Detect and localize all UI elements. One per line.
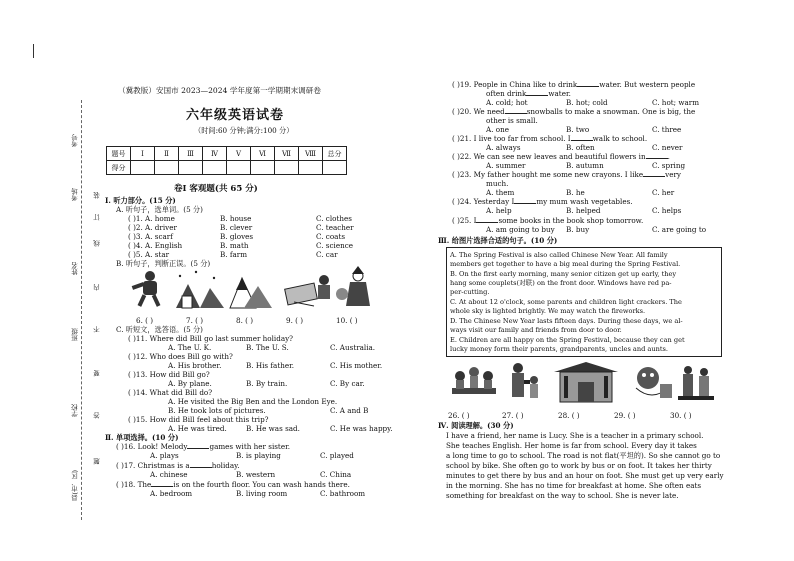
sentence-line: ways visit our family and friends from door to door. <box>450 326 622 334</box>
listening-blank-7[interactable]: 7. ( ) <box>186 316 204 325</box>
volume-1-heading: 卷Ⅰ 客观题(共 65 分) <box>174 184 258 194</box>
score-header: Ⅳ <box>203 147 227 161</box>
question-text: very <box>665 170 681 179</box>
option-b: B. house <box>220 214 252 223</box>
part1-title: Ⅰ. 听力部分。(15 分) <box>105 196 176 205</box>
score-header: Ⅰ <box>131 147 155 161</box>
score-header: Ⅲ <box>179 147 203 161</box>
option-b: B. His father. <box>246 361 295 370</box>
picture-blank-28[interactable]: 28. ( ) <box>558 411 580 420</box>
score-cell[interactable] <box>131 161 155 175</box>
question <box>452 216 643 225</box>
sentence-line: hang some couplets(对联) on the front door. Windows have red pa- <box>450 279 672 287</box>
picture-snow-house <box>176 271 224 308</box>
option-b: B. math <box>220 241 249 250</box>
option-c: C. three <box>652 125 682 134</box>
question-text: my mum wash vegetables. <box>536 197 633 206</box>
question <box>116 480 350 489</box>
option-a: A. one <box>486 125 509 134</box>
option-b: B. clever <box>220 223 253 232</box>
answer-blank[interactable] <box>190 461 212 468</box>
score-cell[interactable] <box>179 161 203 175</box>
label-class: 班级 <box>71 328 79 341</box>
question: other is small. <box>486 116 538 125</box>
reading-line: something for breakfast on the way to school. She is never late. <box>446 491 679 500</box>
option-b: B. hot; cold <box>566 98 608 107</box>
option-a: A. plays <box>150 451 179 460</box>
question <box>486 89 571 98</box>
score-cell[interactable] <box>227 161 251 175</box>
question: ( )15. How did Bill feel about this trip? <box>128 415 269 424</box>
score-header: 题号 <box>107 147 131 161</box>
picture-blank-29[interactable]: 29. ( ) <box>614 411 636 420</box>
listening-blank-9[interactable]: 9. ( ) <box>286 316 304 325</box>
option-a: A. His brother. <box>168 361 222 370</box>
reading-line: school by bike. She often go to work by bus or on foot. It takes her thirty <box>446 461 712 470</box>
question-text: walk to school. <box>592 134 648 143</box>
picture-temple-door <box>554 362 618 402</box>
reading-line: minutes to get there by bus and an hour on foot. She must get up very early <box>446 471 724 480</box>
label-school: 学校 <box>71 404 79 417</box>
option-c: C. hot; warm <box>652 98 700 107</box>
listening-blank-8[interactable]: 8. ( ) <box>236 316 254 325</box>
score-header: Ⅶ <box>275 147 299 161</box>
option-b: B. is playing <box>236 451 281 460</box>
question: ( )11. Where did Bill go last summer holiday? <box>128 334 294 343</box>
question-text: ( )21. I live too far from school. I <box>452 134 571 143</box>
score-header: Ⅵ <box>251 147 275 161</box>
reading-line: I have a friend, her name is Lucy. She is a teacher in a primary school. <box>446 431 704 440</box>
picture-family-meal <box>452 367 496 394</box>
answer-blank[interactable] <box>646 152 668 159</box>
question-text: ( )17. Christmas is a <box>116 461 190 470</box>
picture-blank-27[interactable]: 27. ( ) <box>502 411 524 420</box>
margin-tick <box>33 44 34 58</box>
score-row-label: 得分 <box>107 161 131 175</box>
option-a: A. chinese <box>150 470 188 479</box>
question-text: ( )23. My father hought me some new crayons. I like <box>452 170 644 179</box>
score-cell[interactable] <box>275 161 299 175</box>
answer-blank[interactable] <box>526 89 548 96</box>
question-text: snowballs to make a snowman. One is big, the <box>526 107 696 116</box>
option-a: A. He was tired. <box>168 424 227 433</box>
score-cell[interactable] <box>203 161 227 175</box>
question-text: water. But western people <box>599 80 696 89</box>
option-a: A. He visited the Big Ben and the London Eye. <box>168 397 338 406</box>
part1c-title: C. 听短文，选答语。(5 分) <box>116 325 203 334</box>
option-c: C. His mother. <box>330 361 383 370</box>
answer-blank[interactable] <box>643 170 665 177</box>
question-text: water. <box>548 89 571 98</box>
question-text: . <box>667 152 670 161</box>
seal-char: 订 <box>93 214 101 221</box>
question-text: ( )25. I <box>452 216 477 225</box>
reading-line: a long time to go to school. The road is not flat(平坦的). So she cannot go to <box>446 451 721 460</box>
option-c: C. Australia. <box>330 343 376 352</box>
option-c: C. never <box>652 143 683 152</box>
option-b: B. he <box>566 188 585 197</box>
picture-visiting <box>678 366 714 400</box>
festival-pictures <box>446 358 718 408</box>
question-text: ( )22. We can see new leaves and beautiful flowers in <box>452 152 646 161</box>
option-c: C. coats <box>316 232 346 241</box>
sentence-line: E. Children are all happy on the Spring Festival, because they can get <box>450 336 685 344</box>
listening-blank-6[interactable]: 6. ( ) <box>136 316 154 325</box>
question <box>452 134 647 143</box>
score-cell[interactable] <box>323 161 347 175</box>
picture-mountains <box>230 278 272 308</box>
question <box>452 197 633 206</box>
seal-char: 线 <box>93 240 101 247</box>
option-c: C. clothes <box>316 214 352 223</box>
sentence-line: members get together to have a big meal during the Spring Festival. <box>450 260 681 268</box>
option-c: C. are going to <box>652 225 707 234</box>
question-text: ( )19. People in China like to drink <box>452 80 578 89</box>
seal-char: 要 <box>93 370 101 377</box>
score-header: 总分 <box>323 147 347 161</box>
question: much. <box>486 179 509 188</box>
exam-time-info: （时间:60 分钟;满分:100 分） <box>194 126 294 135</box>
exam-title: 六年级英语试卷 <box>186 108 285 123</box>
option-b: B. often <box>566 143 595 152</box>
sentence-line: D. The Chinese New Year lasts fifteen days. During these days, we al- <box>450 317 683 325</box>
option-a: A. them <box>486 188 515 197</box>
question-text: holiday. <box>211 461 240 470</box>
question: ( )13. How did Bill go? <box>128 370 210 379</box>
question <box>116 461 240 470</box>
option-c: C. He was happy. <box>330 424 393 433</box>
sentence-line: C. At about 12 o'clock, some parents and children light crackers. The <box>450 298 682 306</box>
option-b: B. living room <box>236 489 288 498</box>
score-table <box>106 146 347 175</box>
option-b: B. autumn <box>566 161 604 170</box>
label-county: 县(市、区) <box>71 470 79 502</box>
sentence-line: whole sky is lighted brightly. We may watch the fireworks. <box>450 307 646 315</box>
question: ( )5. A. star <box>128 250 170 259</box>
option-b: B. The U. S. <box>246 343 289 352</box>
question-text: often drink <box>486 89 527 98</box>
option-b: B. He was sad. <box>246 424 300 433</box>
score-cell[interactable] <box>251 161 275 175</box>
option-a: A. cold; hot <box>486 98 528 107</box>
option-c: C. spring <box>652 161 686 170</box>
option-c: C. her <box>652 188 675 197</box>
option-b: B. By train. <box>246 379 288 388</box>
question-text: ( )16. Look! Melody <box>116 442 188 451</box>
option-b: B. two <box>566 125 590 134</box>
question: ( )14. What did Bill do? <box>128 388 213 397</box>
seal-char: 不 <box>93 326 101 333</box>
reading-line: in the morning. She has no time for breakfast at home. She often eats <box>446 481 702 490</box>
seal-char: 装 <box>93 192 101 199</box>
sentence-line: B. On the first early morning, many senior citizen get up early, they <box>450 270 677 278</box>
binding-line <box>81 100 82 520</box>
listening-pictures <box>118 266 382 314</box>
question-text: some books in the book shop tomorrow. <box>498 216 644 225</box>
question <box>452 152 670 161</box>
score-header: Ⅴ <box>227 147 251 161</box>
option-a: A. bedroom <box>150 489 193 498</box>
answer-blank[interactable] <box>577 80 599 87</box>
picture-child-running <box>132 271 161 307</box>
label-name: 姓名 <box>71 262 79 275</box>
seal-char: 答 <box>93 412 101 419</box>
picture-blank-30[interactable]: 30. ( ) <box>670 411 692 420</box>
answer-blank[interactable] <box>476 216 498 223</box>
option-c: C. played <box>320 451 354 460</box>
picture-desk-writing <box>285 275 330 306</box>
part1a-title: A. 听句子，选单词。(5 分) <box>116 205 203 214</box>
listening-blank-10[interactable]: 10. ( ) <box>336 316 358 325</box>
option-b: B. farm <box>220 250 248 259</box>
option-c: C. car <box>316 250 338 259</box>
seal-char: 题 <box>93 458 101 465</box>
part2-title: Ⅱ. 单项选择。(10 分) <box>105 433 179 442</box>
reading-line: She teaches English. Her home is far from school. Every day it takes <box>446 441 697 450</box>
label-exam-room: 考场 <box>71 188 79 201</box>
answer-blank[interactable] <box>571 134 593 141</box>
question: ( )12. Who does Bill go with? <box>128 352 233 361</box>
exam-subtitle: （冀教版）安国市 2023—2024 学年度第一学期期末调研卷 <box>118 86 321 95</box>
question-text: games with her sister. <box>209 442 291 451</box>
answer-blank[interactable] <box>505 107 527 114</box>
option-c: C. China <box>320 470 352 479</box>
option-b: B. helped <box>566 206 601 215</box>
option-c: C. bathroom <box>320 489 366 498</box>
question: ( )2. A. driver <box>128 223 177 232</box>
option-c: C. teacher <box>316 223 354 232</box>
option-b: B. buy <box>566 225 590 234</box>
question <box>452 107 695 116</box>
part3-title: Ⅲ. 给图片选择合适的句子。(10 分) <box>438 236 558 245</box>
picture-santa <box>336 266 370 306</box>
score-header: Ⅷ <box>299 147 323 161</box>
question: ( )1. A. home <box>128 214 175 223</box>
option-b: B. gloves <box>220 232 254 241</box>
option-a: A. summer <box>486 161 526 170</box>
option-a: A. always <box>486 143 521 152</box>
picture-lion-dance <box>636 367 672 398</box>
part1b-title: B. 听句子，判断正误。(5 分) <box>116 259 211 268</box>
option-b: B. He took lots of pictures. <box>168 406 266 415</box>
part4-title: Ⅳ. 阅读理解。(30 分) <box>438 421 514 430</box>
sentence-line: per-cutting. <box>450 288 490 296</box>
question <box>116 442 290 451</box>
question <box>452 170 681 179</box>
label-exam-no: 考号 <box>71 134 79 147</box>
picture-blank-26[interactable]: 26. ( ) <box>448 411 470 420</box>
option-a: A. By plane. <box>168 379 212 388</box>
option-a: A. The U. K. <box>168 343 212 352</box>
question: ( )4. A. English <box>128 241 183 250</box>
score-cell[interactable] <box>155 161 179 175</box>
score-header: Ⅱ <box>155 147 179 161</box>
answer-blank[interactable] <box>151 480 173 487</box>
option-a: A. help <box>486 206 512 215</box>
answer-blank[interactable] <box>187 442 209 449</box>
option-a: A. am going to buy <box>486 225 555 234</box>
picture-lucky-money <box>512 363 538 398</box>
option-c: C. By car. <box>330 379 365 388</box>
option-c: C. science <box>316 241 353 250</box>
sentence-line: A. The Spring Festival is also called Chinese New Year. All family <box>450 251 668 259</box>
option-c: C. helps <box>652 206 682 215</box>
question <box>452 80 695 89</box>
option-c: C. A and B <box>330 406 369 415</box>
answer-blank[interactable] <box>514 197 536 204</box>
seal-char: 内 <box>93 284 101 291</box>
question-text: is on the fourth floor. You can wash hands there. <box>173 480 350 489</box>
score-cell[interactable] <box>299 161 323 175</box>
option-b: B. western <box>236 470 276 479</box>
question-text: ( )20. We need <box>452 107 505 116</box>
sentence-line: lucky money form their parents, grandparents, uncles and aunts. <box>450 345 668 353</box>
question-text: ( )24. Yesterday I <box>452 197 515 206</box>
question: ( )3. A. scarf <box>128 232 173 241</box>
question-text: ( )18. The <box>116 480 152 489</box>
